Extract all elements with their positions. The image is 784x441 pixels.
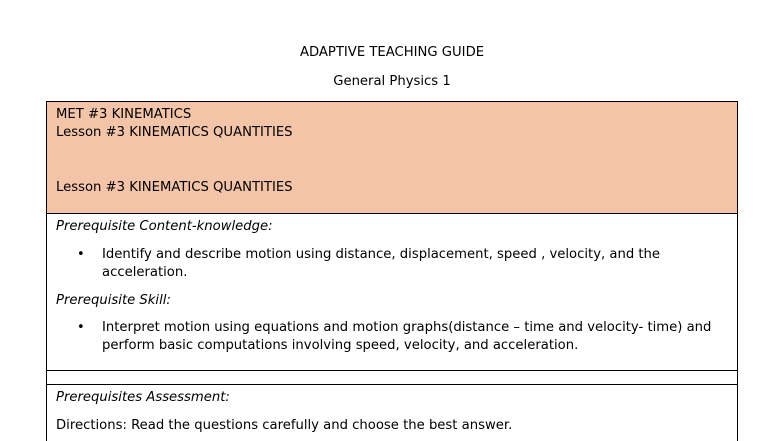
lesson-title: Lesson #3 KINEMATICS QUANTITIES <box>56 125 293 140</box>
bullet-icon: • <box>77 247 85 262</box>
spacer-row <box>47 371 737 385</box>
bullet-icon: • <box>77 320 85 335</box>
skill-item: Interpret motion using equations and motion graphs(distance – time and velocity- time) and perform basic computations involving speed, velocity, and acceleration. <box>102 320 712 353</box>
prerequisites-row <box>47 214 737 371</box>
lesson-title-repeat: Lesson #3 KINEMATICS QUANTITIES <box>56 180 293 195</box>
document-title: ADAPTIVE TEACHING GUIDE <box>299 45 485 60</box>
assessment-row <box>47 385 737 441</box>
prerequisite-content-label: Prerequisite Content-knowledge: <box>56 219 273 234</box>
content-item: Identify and describe motion using distance, displacement, speed , velocity, and the acceleration. <box>102 247 661 280</box>
lesson-table <box>46 101 738 441</box>
document-subtitle: General Physics 1 <box>333 74 451 89</box>
lesson-header-row <box>47 102 737 214</box>
met-title: MET #3 KINEMATICS <box>56 107 192 122</box>
prerequisite-skill-label: Prerequisite Skill: <box>56 293 171 308</box>
assessment-directions: Directions: Read the questions carefully and choose the best answer. <box>56 418 513 433</box>
assessment-label: Prerequisites Assessment: <box>56 390 230 405</box>
